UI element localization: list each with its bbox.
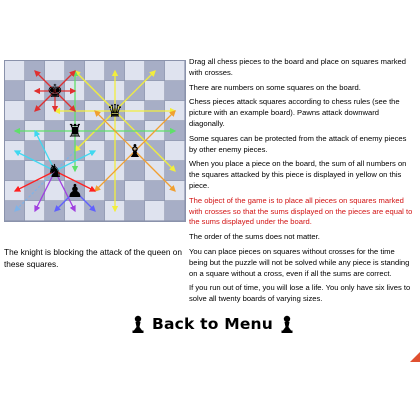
knight-blocking-caption: The knight is blocking the attack of the queen on these squares. [4,247,183,269]
board-square [85,161,104,180]
board-square [165,81,184,100]
pawn-icon [132,315,144,333]
board-square [125,181,144,200]
board-square [145,201,164,220]
board-square [125,201,144,220]
board-square [165,61,184,80]
back-to-menu-label: Back to Menu [152,315,274,333]
bishop-icon: ♝ [126,141,144,162]
rule-objective: The object of the game is to place all pieces on squares marked with crosses so that the sums displayed on the pieces are equal to the sums displayed under the board. [189,195,413,227]
board-square [5,61,24,80]
board-square [165,141,184,160]
back-to-menu-button[interactable] [132,313,293,335]
board-square [5,141,24,160]
rule-attack: Chess pieces attack squares according to chess rules (see the picture with an example board). Pawns attack downward diagonally. [189,97,400,128]
rule-drag: Drag all chess pieces to the board and place on squares marked with crosses. [189,57,406,77]
rook-icon: ♜ [66,121,84,142]
rule-numbers: There are numbers on some squares on the board. [189,82,361,92]
king-icon: ♚ [46,81,64,102]
rules-text [189,57,415,309]
pawn-icon: ♟ [66,181,84,202]
rule-lives: If you run out of time, you will lose a life. You only have six lives to solve all twenty boards of varying sizes. [189,283,411,304]
board-square [165,201,184,220]
board-square [5,181,24,200]
rule-crosses: You can place pieces on squares without crosses for the time being but the puzzle will not be solved while any piece is standing on a square without a cross, even if all the sums are correct. [189,246,410,278]
board-square [145,81,164,100]
rule-order: The order of the sums does not matter. [189,232,320,242]
corner-decoration [410,352,420,362]
rule-protection: Some squares can be protected from the attack of enemy pieces by other enemy pieces. [189,133,407,154]
board-square [5,81,24,100]
board-square [125,61,144,80]
board-square [5,101,24,120]
example-chess-board [4,60,186,242]
knight-icon: ♞ [46,161,64,182]
board-square [5,161,24,180]
board-square [85,61,104,80]
rule-sum-display: When you place a piece on the board, the sum of all numbers on the squares attacked by this piece is displayed in yellow on this piece. [189,159,407,190]
board-square [5,201,24,220]
board-square [145,181,164,200]
board-square [45,61,64,80]
queen-icon: ♛ [106,101,124,122]
pawn-icon [281,315,293,333]
board-square [125,161,144,180]
